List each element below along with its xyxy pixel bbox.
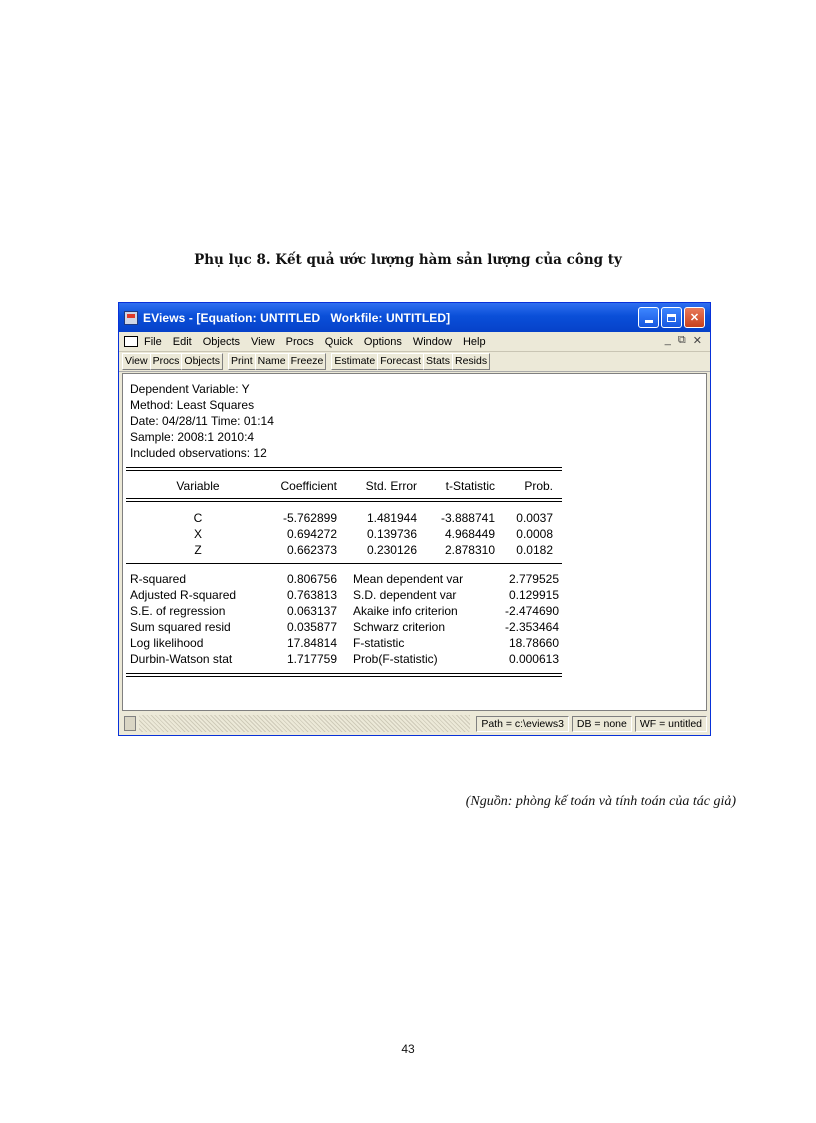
stat-label: S.E. of regression bbox=[130, 604, 226, 618]
prob-value: 0.0182 bbox=[516, 543, 553, 557]
window-title: EViews - [Equation: UNTITLED Workfile: UNTITLED] bbox=[143, 310, 451, 325]
view-button[interactable]: View bbox=[122, 353, 151, 370]
stat-label: Log likelihood bbox=[130, 636, 204, 650]
close-button[interactable] bbox=[684, 307, 705, 328]
appendix-caption: Phụ lục 8. Kết quả ước lượng hàm sản lượng của công ty bbox=[194, 252, 622, 268]
close-icon: ✕ bbox=[689, 312, 700, 324]
menu-procs[interactable]: Procs bbox=[285, 335, 314, 348]
stat-value: 0.000613 bbox=[508, 652, 559, 666]
coefficient-value: 0.662373 bbox=[286, 543, 337, 557]
stat-value: 1.717759 bbox=[286, 652, 337, 666]
table-rule bbox=[126, 470, 562, 471]
stat-label: Sum squared resid bbox=[130, 620, 231, 634]
stat-label: Akaike info criterion bbox=[353, 604, 458, 618]
print-button[interactable]: Print bbox=[228, 353, 256, 370]
column-header: Coefficient bbox=[280, 479, 337, 493]
coefficient-value: 0.694272 bbox=[286, 527, 337, 541]
doc-restore-icon[interactable]: ⧉ bbox=[677, 334, 686, 346]
status-indicator bbox=[124, 716, 136, 731]
stat-label: R-squared bbox=[130, 572, 187, 586]
stat-value: 2.779525 bbox=[508, 572, 559, 586]
status-path: Path = c:\eviews3 bbox=[476, 716, 569, 732]
minimize-button[interactable] bbox=[638, 307, 659, 328]
status-bar bbox=[122, 714, 707, 733]
eviews-app-icon[interactable] bbox=[124, 311, 138, 325]
observations-line: Included observations: 12 bbox=[130, 446, 267, 460]
variable-name: X bbox=[193, 527, 202, 541]
prob-value: 0.0008 bbox=[516, 527, 553, 541]
menu-options[interactable]: Options bbox=[363, 335, 402, 348]
stat-label: Prob(F-statistic) bbox=[353, 652, 438, 666]
stat-label: Mean dependent var bbox=[353, 572, 464, 586]
stat-value: 18.78660 bbox=[508, 636, 559, 650]
stat-label: Adjusted R-squared bbox=[130, 588, 237, 602]
maximize-icon bbox=[667, 314, 676, 322]
menu-help[interactable]: Help bbox=[462, 335, 486, 348]
stat-label: Durbin-Watson stat bbox=[130, 652, 233, 666]
document-icon[interactable] bbox=[124, 336, 138, 347]
stats-button[interactable]: Stats bbox=[423, 353, 453, 370]
resids-button[interactable]: Resids bbox=[452, 353, 490, 370]
minimize-icon bbox=[645, 320, 653, 323]
method-line: Method: Least Squares bbox=[130, 398, 255, 412]
doc-minimize-icon[interactable]: _ bbox=[664, 334, 671, 346]
menu-file[interactable]: File bbox=[144, 335, 162, 348]
procs-button[interactable]: Procs bbox=[150, 353, 183, 370]
menu-bar bbox=[119, 332, 710, 352]
page-number: 43 bbox=[401, 1042, 415, 1056]
menu-edit[interactable]: Edit bbox=[172, 335, 192, 348]
title-bar[interactable] bbox=[119, 303, 710, 332]
sample-line: Sample: 2008:1 2010:4 bbox=[130, 430, 255, 444]
eviews-window bbox=[118, 302, 711, 736]
equation-output[interactable] bbox=[122, 373, 707, 711]
freeze-button[interactable]: Freeze bbox=[288, 353, 327, 370]
doc-close-icon[interactable]: ✕ bbox=[692, 335, 702, 347]
stat-value: 0.129915 bbox=[508, 588, 559, 602]
column-header: t-Statistic bbox=[445, 479, 495, 493]
stat-value: -2.353464 bbox=[504, 620, 559, 634]
t-stat-value: 2.878310 bbox=[444, 543, 495, 557]
variable-name: C bbox=[193, 511, 203, 525]
table-rule bbox=[126, 673, 562, 674]
name-button[interactable]: Name bbox=[255, 353, 289, 370]
table-rule bbox=[126, 563, 562, 564]
std-error-value: 0.230126 bbox=[366, 543, 417, 557]
stat-value: 0.806756 bbox=[286, 572, 337, 586]
dependent-variable: Dependent Variable: Y bbox=[130, 382, 250, 396]
stat-value: 0.035877 bbox=[286, 620, 337, 634]
stat-label: F-statistic bbox=[353, 636, 405, 650]
stat-value: 0.763813 bbox=[286, 588, 337, 602]
table-rule bbox=[126, 676, 562, 677]
stat-value: 17.84814 bbox=[286, 636, 337, 650]
variable-name: Z bbox=[194, 543, 202, 557]
stat-value: -2.474690 bbox=[504, 604, 559, 618]
std-error-value: 1.481944 bbox=[366, 511, 417, 525]
t-stat-value: -3.888741 bbox=[440, 511, 495, 525]
stat-value: 0.063137 bbox=[286, 604, 337, 618]
std-error-value: 0.139736 bbox=[366, 527, 417, 541]
menu-objects[interactable]: Objects bbox=[202, 335, 240, 348]
status-workfile: WF = untitled bbox=[635, 716, 707, 732]
estimate-button[interactable]: Estimate bbox=[331, 353, 378, 370]
t-stat-value: 4.968449 bbox=[444, 527, 495, 541]
date-time-line: Date: 04/28/11 Time: 01:14 bbox=[130, 414, 274, 428]
column-header: Variable bbox=[176, 479, 220, 493]
coefficient-value: -5.762899 bbox=[282, 511, 337, 525]
column-header: Std. Error bbox=[365, 479, 417, 493]
forecast-button[interactable]: Forecast bbox=[377, 353, 424, 370]
document-window-controls bbox=[665, 334, 702, 347]
maximize-button[interactable] bbox=[661, 307, 682, 328]
menu-view[interactable]: View bbox=[251, 335, 275, 348]
prob-value: 0.0037 bbox=[516, 511, 553, 525]
table-rule bbox=[126, 498, 562, 499]
column-header: Prob. bbox=[524, 479, 553, 493]
stat-label: S.D. dependent var bbox=[353, 588, 457, 602]
table-rule bbox=[126, 467, 562, 468]
menu-window[interactable]: Window bbox=[412, 335, 452, 348]
source-note: (Nguồn: phòng kế toán và tính toán của tác giả) bbox=[465, 794, 736, 809]
window-controls bbox=[638, 307, 705, 328]
stat-label: Schwarz criterion bbox=[353, 620, 446, 634]
table-rule bbox=[126, 501, 562, 502]
objects-button[interactable]: Objects bbox=[181, 353, 223, 370]
equation-toolbar bbox=[119, 352, 710, 372]
status-database: DB = none bbox=[572, 716, 632, 732]
menu-quick[interactable]: Quick bbox=[324, 335, 353, 348]
